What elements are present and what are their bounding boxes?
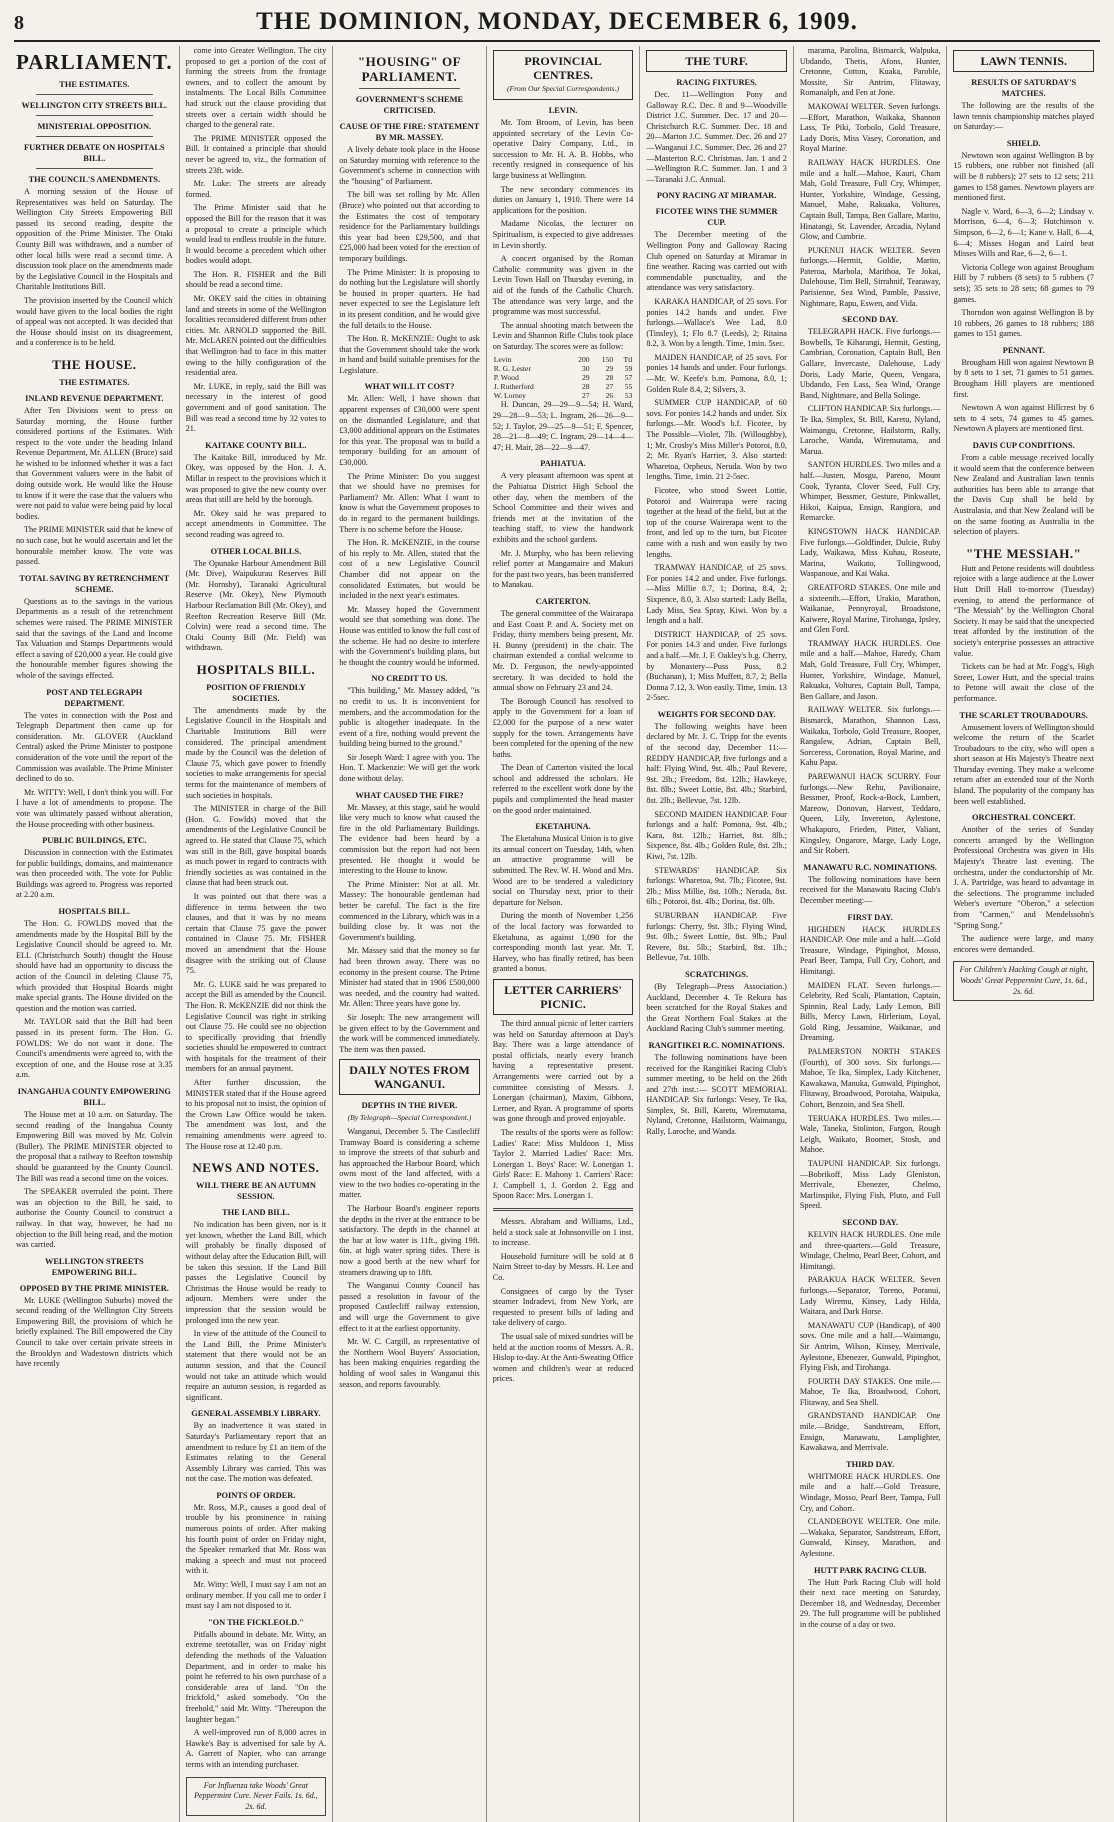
subhead: THE COUNCIL'S AMENDMENTS.: [28, 175, 161, 184]
table-cell: R. G. Lester: [493, 364, 531, 374]
paragraph: Mr. WITTY: Well, I don't think you will. For I have a lot of amendments to propose. The vote was ultimately passed without alteration, the House proceeding with other business.: [16, 787, 173, 829]
paragraph: TERUAKA HURDLES. Two miles.—Wale, Taneka, Stolinton, Fargon, Rough Leigh, Waikato, Boomer, Stosh, and Mahoe.: [799, 1113, 941, 1155]
paragraph: A lively debate took place in the House on Saturday morning with reference to the Government's scheme in connection with the "housing" of Parliament.: [339, 145, 480, 186]
column-2: [179, 46, 333, 1822]
paragraph: The Hutt Park Racing Club will hold their next race meeting on Saturday, December 18, and Wednesday, December 29. The full programme will be published in the course of a day or two.: [799, 1577, 941, 1629]
paragraph: Hutt and Petone residents will doubtless rejoice with a large audience at the Lower Hutt Drill Hall to-morrow (Tuesday) evening, to attend the performance of "The Messiah" by the Wellington Choral Society. It may be said that the unexpected treat afforded by the institution of the society's enterprise possesses an attractive value.: [953, 563, 1094, 658]
masthead: [14, 8, 1100, 42]
divider: [36, 168, 153, 169]
paragraph: The PRIME MINISTER opposed the Bill. It contained a principle that should never be agreed to, viz., the formation of streets 23ft. wide.: [185, 133, 327, 175]
paragraph: The Opunake Harbour Amendment Bill (Mr. Dive), Waipukurau Reserves Bill (Mr. Hornsby), Taranaki Agricultural Reserve (Mr. Okey), New Plymouth Harbour Reclamation Bill (Mr. Okey), and Reefton Recreation Reserve Bill (Mr. Colvin) were read a second time. The Otaki County Bill (Mr. Field) was withdrawn.: [185, 558, 327, 653]
table-row: [493, 382, 634, 391]
subhead: FICOTEE WINS THE SUMMER CUP.: [655, 207, 778, 228]
subhead: CAUSE OF THE FIRE: STATEMENT BY MR. MASSEY.: [339, 122, 480, 142]
paragraph: The Dean of Carterton visited the local school and addressed the scholars. He referred to the excellent work done by the pupils and complimented the head master on the good order maintained.: [492, 763, 634, 815]
advertisement: For Children's Hacking Cough at night, Woods' Great Peppermint Cure, 1s. 6d., 2s. 6d.: [953, 961, 1094, 1001]
table-cell: 28: [605, 373, 614, 383]
subhead: SHIELD.: [1006, 138, 1041, 148]
paragraph: The Hon. R. McKENZIE, in the course of his reply to Mr. Allen, stated that the cost of a new Legislative Council Chamber did not appear on the consolidated Estimates, but would be included in the next year's estimates.: [339, 538, 480, 601]
subhead: POSITION OF FRIENDLY SOCIETIES.: [206, 682, 306, 703]
paragraph: Wanganui, December 5. The Castlecliff Tramway Board is considering a scheme to improve the streets of that suburb and has approached the Harbour Board, which owns most of the land affected, with a view to the two bodies co-operating in the matter.: [339, 1126, 480, 1200]
paragraph: Mr. G. LUKE said he was prepared to accept the Bill as amended by the Council. The Hon. R. McKENZIE did not think the Legislative Council was right in striking out Clause 75. He could see no objection to specifically providing that friendly societies should be empowered to contract with hospitals for the treatment of their members for an annual payment.: [185, 979, 327, 1074]
subhead: WELLINGTON STREETS EMPOWERING BILL.: [44, 1256, 144, 1277]
table-cell: 200: [578, 355, 590, 365]
paragraph: Mr. LUKE (Wellington Suburbs) moved the second reading of the Wellington City Streets Empowering Bill, the provisions of which he briefly explained. The Bill empowered the City Council to take over certain private streets in the Brooklyn and Wadestown districts which have recently: [16, 1295, 173, 1369]
paragraph: SUBURBAN HANDICAP. Five furlongs: Cherry, 9st. 3lb.; Flying Wind, 9st. 0lb.; Sweet Lottie, 8st. 9lb.; Paul Revere, 8st. 5lb.; Starbird, 8st. 1lb.; Bellevue, 7st. 10lb.: [646, 910, 787, 963]
table-row: [493, 355, 634, 364]
boxed-heading: LAWN TENNIS.: [953, 50, 1094, 72]
paragraph: The following nominations have been received for the Rangitikei Racing Club's summer meeting, to be held on the 26th and 27th inst.:— SCOTT MEMORIAL HANDICAP. Six furlongs: Vesey, Te Ika, Simplex, St. Bill, Karetu, Wiremutama, Nyland, Cretonne, Hailstorm, Waimangu, Rally, Laroche, and Wanda.: [646, 1052, 787, 1137]
paragraph: PAREWANUI HACK SCURRY. Four furlongs.—New Rehu, Pavilionaire, Bessmer, Proof, Rock-a-Bock, Lambert, Mareow, Donovan, Harvest, Teddaro, Queen, Lily, Invereton, Aylestone, Whakapuro, Frieden, Pitter, Valiant, Kingsley, Ongarore, Marge, Lady Loge, and Sir Robert.: [799, 772, 941, 856]
paragraph: Mr. LUKE, in reply, said the Bill was necessary in the interest of good government and of good sanitation. The Bill was read a second time by 32 votes to 21.: [185, 381, 327, 434]
table-row: [493, 364, 634, 373]
column-1: [14, 46, 179, 1822]
table-cell: 28: [581, 382, 590, 392]
paragraph: DISTRICT HANDICAP, of 25 sovs. For ponies 14.3 and under. Five furlongs and a half.—Mr. J. F. Oakley's b.g. Cherry, by Monastery—Puss Puss, 8.2 (Buchanan), 1; Miss Muffett, 8.7, 2; Bella Donna 7.12, 3. Won easily. Time, 1min. 13 2-5sec.: [646, 629, 787, 703]
paragraph: CLANDEBOYE WELTER. One mile.—Wakaka, Separator, Sandstream, Effort, Gunwald, Kinsey, Marathon, and Aylestone.: [799, 1517, 941, 1558]
column-3: [332, 46, 486, 1822]
paragraph: The December meeting of the Wellington Pony and Galloway Racing Club opened on Saturday at Miramar in fine weather. Racing was carried out with commendable punctuality, and the attendance was very satisfactory.: [646, 230, 787, 293]
divider: [36, 94, 153, 95]
paragraph: Brougham Hill won against Newtown B by 8 sets to 1 set, 71 games to 51 games. Brougham Hill players are mentioned first.: [953, 357, 1094, 399]
paragraph: Mr. Massey said that the money so far had been thrown away. There was no economy in the present course. The Prime Minister had stated that in 1906 £500,000 was needed, and the country had waited. Mr. Allen: Three years have gone by.: [339, 946, 480, 1009]
subhead: NO CREDIT TO US.: [371, 674, 448, 684]
paragraph: The Wanganui County Council has passed a resolution in favour of the proposed Castlecliff railway extension, and will urge the Government to give effect to it at the earliest opportunity.: [339, 1281, 480, 1333]
subhead: "ON THE FICKLEOLD.": [207, 1617, 304, 1627]
paragraph: The MINISTER in charge of the Bill (Hon. G. Fowlds) moved that the amendments of the Legislative Council be agreed to. He stated that Clause 75, which was still in the Bill, gave hospital boards as much power in regard to contracts with friendly societies as was contained in the clause that had been struck out.: [185, 804, 327, 888]
subhead: PUBLIC BUILDINGS, ETC.: [42, 836, 147, 846]
subhead: THE ESTIMATES.: [59, 80, 130, 89]
subhead: FIRST DAY.: [847, 912, 893, 922]
paragraph: The provision inserted by the Council which would have given to the local bodies the right of appeal was not accepted. It was decided that the House should insist on its disagreement, and a conference is to be held.: [16, 295, 173, 348]
subhead: INLAND REVENUE DEPARTMENT.: [25, 393, 164, 403]
subhead: HOSPITALS BILL.: [58, 907, 131, 917]
paragraph: A morning session of the House of Representatives was held on Saturday. The Wellington City Streets Empowering Bill passed its second reading, despite the opposition of the Prime Minister. The Otaki County Bill was withdrawn, and a number of other local bills were read a second time. A discussion took place on the amendments made by the Legislative Council in the Hospitals and Charitable Institutions Bill.: [16, 187, 173, 292]
paragraph: During the month of November 1,256 of the local factory was forwarded to Eketahuna, as against 1,090 for the corresponding month last year. Mr. T. Harvey, who has finally retired, has been granted a bonus.: [492, 911, 634, 974]
subhead: POST AND TELEGRAPH DEPARTMENT.: [46, 687, 143, 708]
paragraph: The votes in connection with the Post and Telegraph Department then came up for consideration. Mr. GLOVER (Auckland Central) asked the Prime Minister to postpone consideration of the vote until the report of the Commission was available. The Prime Minister declined to do so.: [16, 710, 173, 784]
subhead: GOVERNMENT'S SCHEME CRITICISED.: [355, 95, 464, 115]
advertisement: For Influenza take Woods' Great Peppermint Cure. Never Fails. 1s. 6d., 2s. 6d.: [186, 1777, 327, 1817]
paragraph: The amendments made by the Legislative Council in the Hospitals and Charitable Institutions Bill were considered. The principal amendment made by the Council was the deletion of Clause 75, which gave power to friendly societies to make arrangements for special terms for the maintenance of members of such societies in hospitals.: [185, 705, 327, 800]
paragraph: Mr. Luke: The streets are already formed.: [185, 179, 327, 199]
paragraph: The third annual picnic of letter carriers was held on Saturday afternoon at Day's Bay. There was a large attendance of postal officials, nearly every branch having a representative present. Arrangements were carried out by a committee consisting of Messrs. J. Lonergan (chairman), Maxim, Gibbons, Lerner, and Ryan. A programme of sports was gone through and proved enjoyable.: [492, 1018, 634, 1124]
paragraph: Mr. Okey said he was prepared to accept amendments in Committee. The second reading was agreed to.: [185, 508, 327, 539]
paragraph: After further discussion, the MINISTER stated that if the House agreed to his proposal not to insist, the opinion of the Crown Law Office would be taken. The amendment was lost, and the remaining amendments were agreed to. The House rose at 12.40 p.m.: [185, 1078, 327, 1151]
subhead: OPPOSED BY THE PRIME MINISTER.: [19, 1283, 169, 1293]
table-cell: 53: [624, 391, 633, 401]
section-heading: "THE MESSIAH.": [966, 545, 1082, 561]
boxed-heading: DAILY NOTES FROM WANGANUI.: [339, 1059, 480, 1095]
subhead: RANGITIKEI R.C. NOMINATIONS.: [648, 1040, 785, 1050]
paragraph: MAKOWAI WELTER. Seven furlongs.—Effort, Marathon, Waikaka, Shannon Lass, Te Piki, Torbolo, Gold Treasure, Lady Doris, Miss Vasey, Coronation, and Royal Marine.: [799, 101, 941, 154]
subhead: INANGAHUA COUNTY EMPOWERING BILL.: [17, 1086, 171, 1107]
paragraph: The usual sale of mixed sundries will be held at the auction rooms of Messrs. A. R. Hislop to-day. At the Anti-Sweating Office women and children's wear at reduced prices.: [492, 1332, 634, 1384]
subhead: WHAT CAUSED THE FIRE?: [355, 790, 464, 800]
subhead: TOTAL SAVING BY RETRENCHMENT SCHEME.: [19, 573, 170, 594]
subhead: MANAWATU R.C. NOMINATIONS.: [803, 862, 937, 872]
paragraph: Amusement lovers of Wellington should welcome the return of the Scarlet Troubadours to the city, who will open a short season at His Majesty's Theatre next Thursday evening. They make a welcome return after an extended tour of the North Island. The popularity of the company has been well established.: [953, 722, 1094, 806]
paragraph: Victoria College won against Brougham Hill by 7 rubbers (8 sets) to 5 rubbers (7 sets); 35 sets to 28 sets; 68 games to 79 games.: [953, 262, 1094, 304]
paragraph: The Kaitake Bill, introduced by Mr. Okey, was opposed by the Hon. J. A. Millar in respect to the provisions which it was proposed to give the new county over areas that still are held by the borough.: [185, 452, 327, 505]
table-cell: 55: [624, 382, 633, 392]
section-heading: THE HOUSE.: [52, 356, 137, 372]
paragraph: Mr. J. Murphy, who has been relieving relief porter at Mangamaire and Makuri for the past two years, has been transferred to Manakau.: [492, 548, 634, 590]
subhead: GENERAL ASSEMBLY LIBRARY.: [191, 1409, 321, 1419]
paragraph: The results of the sports were as follow: Ladies' Race: Miss Muldoon 1, Miss Taylor 2. Married Ladies' Race: Mrs. Lonergan 1. Boys' Race: W. Lonergan 1. Girls' Race: E. Mahony 1. Carriers' Race: J. Campbell 1, J. Gordon 2. Egg and Spoon Race: Mrs. Lonergan 1.: [492, 1127, 634, 1201]
table-cell: 57: [624, 373, 633, 383]
paragraph: KELVIN HACK HURDLES. One mile and three-quarters.—Gold Treasure, Windage, Chelmo, Pearl Beer, Cohort, and Himitangi.: [799, 1229, 941, 1271]
subhead: MINISTERIAL OPPOSITION.: [37, 122, 152, 131]
subhead: WEIGHTS FOR SECOND DAY.: [657, 709, 776, 719]
paragraph: RAILWAY WELTER. Six furlongs.—Bismarck, Marathon, Shannon Lass, Waikaka, Torbolo, Gold Treasure, Rooper, Rangalew, Adrian, Captain Bell, Sorceress, Coronation, Royal Marine, and Kahu Papa.: [799, 705, 941, 768]
paragraph: Mr. Massey, at this stage, said he would like very much to know what caused the fire in the old Parliamentary Buildings. The evidence had been heard by a commission but the report had not been presented. He thought it would be interesting to the House to know.: [339, 802, 480, 876]
paragraph: marama, Parolina, Bismarck, Walpuka, Ubdando, Thetis, Afons, Hunter, Cretonne, Cotton, Kuaka, Paroble, Mossite, Sir Antrim, Flitaway, Romanalph, and Fen at Jone.: [799, 46, 941, 98]
paragraph: No indication has been given, nor is it yet known, whether the Land Bill, which will probably be finally disposed of without delay after the Education Bill, will be taken this session. If the Land Bill passes the Legislative Council by Christmas the House would be ready to adjourn. Members were under the impression that the session would be prolonged into the new year.: [185, 1220, 327, 1325]
paragraph: The general committee of the Wairarapa and East Coast P. and A. Society met on Friday, thirty members being present, Mr. H. Bunny (president) in the chair. The chairman extended a cordial welcome to Mr. D. Ferguson, the newly-appointed secretary. It was decided to hold the annual show on February 23 and 24.: [492, 608, 634, 693]
paragraph: The Harbour Board's engineer reports the depths in the river at the entrance to be satisfactory. The depth in the channel at the bar at low water is 11ft., giving 19ft. 6in. at high water spring tides. There is now a good berth at the new wharf for steamers drawing up to 18ft.: [339, 1204, 480, 1277]
paragraph: The bill was set rolling by Mr. Allen (Bruce) who pointed out that according to the Estimates the cost of temporary residence for the Parliamentary buildings this year had been £29,500, and that £25,000 had been voted for the erection of temporary buildings.: [339, 190, 480, 263]
paragraph: Dec. 11—Wellington Pony and Galloway R.C. Dec. 8 and 9—Woodville District J.C. Summer. Dec. 17 and 20—Christchurch R.C. Summer. Dec. 18 and 20—Marton J.C. Summer. Dec. 26 and 27—Wanganui J.C. Summer. Dec. 26 and 27—Masterton R.C. Christmas. Jan. 1 and 2—Wellington R.C. Summer. Jan. 1 and 3—Taranaki J.C. Annual.: [646, 90, 787, 184]
paragraph: Sir Joseph Ward: I agree with you. The Hon. T. Mackenzie: We will get the work done without delay.: [339, 752, 480, 784]
paragraph: TRAMWAY HANDICAP, of 25 sovs. For ponies 14.2 and under. Five furlongs.—Miss Millie 8.7, 1; Dorina, 8.4, 2; Sixpence, 8.0, 3. Also started: Lady Bella, Lady Miss, Sea Spray, Kiwi. Won by a length and a half.: [646, 563, 787, 626]
paragraph: The new secondary commences its duties on January 1, 1910. There were 14 applications for the position.: [492, 184, 634, 215]
paragraph: The Hon. G. FOWLDS moved that the amendments made by the Hospital Bill by the Legislative Council should be agreed to. Mr. ELL (Christchurch South) thought the House should have had an opportunity to discuss the action of the Council in deleting Clause 75, which provided that Hospital Boards might make special grants. The House divided on the question and the motion was carried.: [16, 919, 173, 1013]
paragraph: GREATFORD STAKES. One mile and a sixteenth.—Effort, Urakio, Marathon, Waikanae, Pennyroyal, Broadstone, Kaiwere, Royal Marine, Tirohanga, Ipsley, and Glen Ford.: [799, 582, 941, 635]
paragraph: From a cable message received locally it would seem that the conference between New Zealand and Australian lawn tennis authorities has been able to arrange that the Davis Cup shall be held by Australasia, and that New Zealand will be on the same footing as Australia in the selection of players.: [953, 453, 1094, 537]
paragraph: The audience were large, and many encores were demanded.: [953, 934, 1094, 954]
paragraph: SUMMER CUP HANDICAP, of 60 sovs. For ponies 14.2 hands and under. Six furlongs.—Mr. Wood's b.f. Ficotee, by The Possible—Violet, 7lb. (Willoughby), 1; Mr. Crosby's Miss Miller's Potoroi, 8.0, 2; Mr. Ryan's Harrier, 3. Also started: Wharetoa, Orpheus, Neruda. Won by two lengths. Time, 1min. 21 2-5sec.: [646, 398, 787, 482]
paragraph: Sir Joseph: The new arrangement will be given effect to by the Government and the work will be commenced immediately. The item was then passed.: [339, 1012, 480, 1054]
paragraph: A concert organised by the Roman Catholic community was given in the Levin Town Hall on Thursday evening, in aid of the funds of the Catholic Church. The attendance was very large, and the programme was most successful.: [492, 254, 634, 317]
paragraph: A very pleasant afternoon was spent at the Pahiatua District High School the other day, when the members of the School Committee and their wives and friends met at the invitation of the teaching staff, to view the handwork exhibits and the school gardens.: [492, 471, 634, 544]
table-cell: Levin: [493, 355, 512, 365]
paragraph: come into Greater Wellington. The city proposed to get a portion of the cost of forming the streets from the frontage owners, and to collect the amount by instalments. The Local Bills Committee had struck out the clause providing that streets over a certain width should be charged to the general rate.: [185, 46, 327, 130]
paragraph: Another of the series of Sunday concerts arranged by the Wellington Professional Orchestra was given in His Majesty's Theatre last evening. The orchestra, under the conductorship of Mr. J. A. Partridge, was heard to advantage in the selections. The programme included Weber's overture "Oberon," a selection from "Carmen," and Mendelssohn's "Spring Song.": [953, 825, 1094, 930]
paragraph: Mr. W. C. Cargill, as representative of the Northern Wool Buyers' Association, has been making enquiries regarding the holding of wool sales in Wanganui this season, and reports favourably.: [339, 1337, 480, 1389]
paragraph: GRANDSTAND HANDICAP. One mile.—Bridge, Sandstream, Effort, Ensign, Manawatu, Lamplighter, Kawakawa, and Merrivale.: [799, 1411, 941, 1453]
section-heading: HOSPITALS BILL.: [196, 661, 316, 677]
subhead: PONY RACING AT MIRAMAR.: [656, 191, 777, 201]
divider: [36, 136, 153, 137]
paragraph: The Eketahuna Musical Union is to give its annual concert on Tuesday, 14th, when an attractive programme will be submitted. The Rev. W. H. Wood and Mrs. Wood are to be tendered a valedictory social on Thursday next, prior to their departure for Nelson.: [492, 834, 634, 907]
table-cell: P. Wood: [493, 373, 519, 383]
subhead: EKETAHUNA.: [535, 822, 591, 832]
paragraph: Household furniture will be sold at 8 Nairn Street to-day by Messrs. H. Lee and Co.: [492, 1251, 634, 1283]
table-row: [493, 391, 634, 400]
paragraph: By an inadvertence it was stated in Saturday's Parliamentary report that an amendment to reduce by £1 an item of the Estimates relating to the General Assembly Library was carried. This was not the case. The motion was defeated.: [185, 1421, 327, 1484]
subhead: THE SCARLET TROUBADOURS.: [959, 710, 1088, 720]
subhead: POINTS OF ORDER.: [216, 1490, 296, 1500]
paragraph: Mr. OKEY said the cities in obtaining land and streets in some of the Wellington localities reconsidered different from other cities. Mr. ARNOLD supported the Bill. Mr. McLAREN pointed out the difficulties that Wellington had to face in this matter owing to the hilly configuration of the residential area.: [185, 294, 327, 378]
table-cell: 27: [581, 391, 590, 401]
paragraph: The following weights have been declared by Mr. J. C. Tripp for the events of the second day, December 11:— REDDY HANDICAP, five furlongs and a half: Flying Wind, 9st. 4lb.; Paul Revere, 9st. 2lb.; Freedom, 8st. 12lb.; Hawkeye, 8st. 8lb.; Sweet Lottie, 8st. 4lb.; Starbird, 8st. 2lb.; Bellevue, 7st. 12lb.: [646, 721, 787, 806]
score-table: [493, 355, 634, 400]
paragraph: CLIFTON HANDICAP. Six furlongs.—Te Ika, Simplex, St. Bill, Karetu, Nyland, Waimangu, Cretonne, Hailstorm, Rally, Laroche, Wanda, Wiremutama, and Marua.: [799, 404, 941, 456]
paragraph: The annual shooting match between the Levin and Shannon Rifle Clubs took place on Saturday. The scores were as follow:: [492, 320, 634, 351]
paragraph: The House met at 10 a.m. on Saturday. The second reading of the Inangahua County Empowering Bill was moved by Mr. Colvin (Buller). The PRIME MINISTER objected to the proposal that a railway to Reefton township should be guaranteed by the County Council. The Bill was read a second time on the voices.: [16, 1109, 173, 1183]
paragraph: RAILWAY HACK HURDLES. One mile and a half.—Mahoe, Kauri, Cham Mah, Gold Treasure, Full Cry, Whimper, Hunter, Yorkshire, Windage, Gessing, Manuel, Mahe, Rakuaka, Voltures, Captain Bull, Tampa, Ben Gallare, Marito, Hinatangi, St. Lavender, Arcadia, Nyland Glow, and Cumbrie.: [799, 157, 941, 242]
byline: (From Our Special Correspondents.): [506, 84, 620, 93]
parliament-heading: PARLIAMENT.: [16, 50, 173, 74]
paragraph: Madame Nicolas, the lecturer on Spiritualism, is expected to give addresses in Levin shortly.: [492, 219, 634, 250]
subhead: RACING FIXTURES.: [676, 78, 757, 87]
column-4: [486, 46, 640, 1822]
paragraph: Discussion in connection with the Estimates for public buildings, domains, and maintenance was then proceeded with. The vote for Public Buildings was agreed to. Progress was reported at 2.20 a.m.: [16, 848, 173, 900]
paragraph: WHITMORE HACK HURDLES. One mile and a half.—Gold Treasure, Windage, Mosso, Pearl Beer, Tampa, Full Cry, and Cohort.: [799, 1471, 941, 1513]
paragraph: The SPEAKER overruled the point. There was an objection to the Bill, he said, to authorise the County Council to construct a railway. In that way, however, he had no objection to the Bill being read, and the motion was carried.: [16, 1187, 173, 1250]
subhead: WILL THERE BE AN AUTUMN SESSION.: [195, 1181, 316, 1202]
paragraph: Mr. Massey hoped the Government would see that something was done. The House was entitled to know the full cost of the scheme. He had no desire to interfere with the Government's building plans, but he thought the country would be informed.: [339, 604, 480, 667]
paragraph: Pitfalls abound in debate. Mr. Witty, an extreme teetotaller, was on Friday night defending the methods of the Valuation Department, and in order to make his point he referred to his own purchase of a considerable area of land. "On the frickfold," asked somebody. "On the freehold," said Mr. Witty. "Thereupon the laughter began.": [185, 1629, 327, 1724]
table-cell: 150: [601, 355, 614, 365]
paragraph: The Prime Minister: Do you suggest that we should have no premises for Parliament? Mr. Allen: What I want to know is what the Government proposes to do in regard to the permanent buildings. There is no scheme before the House.: [339, 471, 480, 534]
paragraph: Questions as to the savings in the various Departments as a result of the retrenchment schemes were raised. The PRIME MINISTER said that the savings of the Land and Income Tax Valuation and Stamps Departments would effect a saving of £20,000 a year. He could give the honourable member figures showing the whole of the savings effected.: [16, 596, 173, 680]
paragraph: Newtown A won against Hillcrest by 6 sets to 4 sets, 74 games to 45 games. Newtown A players are mentioned first.: [953, 403, 1094, 434]
subhead: FURTHER DEBATE ON HOSPITALS BILL.: [24, 143, 165, 163]
subhead: LEVIN.: [548, 106, 578, 115]
paragraph: A well-improved run of 8,000 acres in Hawke's Bay is advertised for sale by A. A. Garrett of Napier, who can arrange terms with an intending purchaser.: [185, 1728, 327, 1769]
boxed-heading: [493, 50, 634, 100]
paragraph: The Borough Council has resolved to apply to the Government for a loan of £2,000 for the purpose of a new water supply for the town. Arrangements have been completed for the opening of the new baths.: [492, 696, 634, 759]
divider: [493, 1208, 634, 1211]
byline: (By Telegraph—Special Correspondent.): [347, 1113, 472, 1123]
subhead: OTHER LOCAL BILLS.: [210, 546, 302, 556]
paragraph: KARAKA HANDICAP, of 25 sovs. For ponies 14.2 hands and under. Five furlongs.—Wallace's Wee Lad, 8.0 (Tinsley), 1; Flo 8.7 (Leeds), 2; Ritaina 8.2, 3. Won by a length. Time, 1min. 5sec.: [646, 296, 787, 349]
paragraph: SANTON HURDLES. Two miles and a half.—Justen, Mosgu, Pareno, Mount Cook, Tyranta, Clover Seed, Full Cry, Whimper, Bessmer, Gesture, Pinkwallet, Hikoi, Kaipua, Ensign, Rangiora, and Remarcke.: [799, 460, 941, 523]
paragraph: The Prime Minister: It is proposing to do nothing but the Legislature will shortly be housed in proper quarters. He had never expected to see the Legislature left in its present condition, and he would give the full details to the House.: [339, 267, 480, 330]
subhead: THIRD DAY.: [846, 1459, 895, 1469]
subhead: CARTERTON.: [535, 596, 591, 606]
subhead: HUTT PARK RACING CLUB.: [814, 1565, 927, 1575]
table-cell: 30: [581, 364, 590, 374]
paragraph: HIGHDEN HACK HURDLES HANDICAP. One mile and a half.—Gold Treasure, Windage, Pipinghot, Mosso, Pearl Beer, Tampa, Full Cry, Cohort, and Himitangi.: [799, 924, 941, 976]
paragraph: KINGSTOWN HACK HANDICAP. Five furlongs.—Goldfinder, Dulcie, Ruby Lady, Waikawa, Miss Kuhau, Roseate, Marina, Waikato, Tollingwood, Waspanoue, and Kai Waka.: [799, 526, 941, 579]
subhead: SECOND DAY.: [842, 1217, 898, 1227]
paragraph: Newtown won against Wellington B by 15 rubbers, one rubber not finished (all will be 8 rubbers); 27 sets to 12 sets; 211 games to 158 games. Newtown players are mentioned first.: [953, 150, 1094, 203]
subhead: WHAT WILL IT COST?: [364, 382, 455, 392]
paragraph: TRAMWAY HACK HURDLES. One mile and a half.—Mahoe, Haredy, Cham Mah, Gold Treasure, Full Cry, Whimper, Hunter, Yorkshire, Windage, Manuel, Rakuaka, Voltures, Captain Bull, Tampa, Ben Gallare, and Jason.: [799, 638, 941, 701]
subhead: ORCHESTRAL CONCERT.: [972, 813, 1076, 823]
paragraph: PARAKUA HACK WELTER. Seven furlongs.—Separator, Toreno, Poranui, Lady Wiremu, Kinsey, Lady Hilda, Waitara, and Dark Horse.: [799, 1275, 941, 1317]
paragraph: TELEGRAPH HACK. Five furlongs.—Bowbells, Te Kiharangi, Hermit, Gesting, Cambrian, Coronation, Captain Bull, Ben Gallare, Invercaste, Dalehouse, Lady Doris, Lady Marie, Queen, Vengara, Ubdando, Fen Lass, Sea Wind, Orange Band, Nightmare, and Bella Solinge.: [799, 327, 941, 400]
subhead: SECOND DAY.: [842, 315, 898, 325]
columns: [14, 46, 1100, 1811]
newspaper-title: THE DOMINION, MONDAY, DECEMBER 6, 1909.: [256, 8, 858, 35]
paragraph: Thorndon won against Wellington B by 10 rubbers, 26 games to 18 rubbers; 188 games to 151 games.: [953, 308, 1094, 339]
paragraph: Mr. Allen: Well, I have shown that apparent expenses of £30,000 were spent on the dismantled Legislature, and that £3,000 additional appears on the Estimates for this year. The proposal was to build a temporary building for an amount of £30,000.: [339, 394, 480, 468]
subhead: RESULTS OF SATURDAY'S MATCHES.: [971, 78, 1077, 98]
page-number: 8: [14, 12, 24, 34]
divider: [359, 88, 460, 89]
paragraph: Tickets can be had at Mr. Fogg's, High Street, Lower Hutt, and the special trains to Petone will await the close of the performance.: [953, 662, 1094, 703]
boxed-heading: THE TURF.: [646, 50, 787, 72]
paragraph: MAIDEN HANDICAP, of 25 sovs. For ponies 14 hands and under. Four furlongs.—Mr. W. Keefe's b.m. Pomona, 8.0, 1; Golden Rule 8.4, 2; Silvers, 3.: [646, 352, 787, 394]
table-cell: J. Rutherford: [493, 382, 534, 392]
paragraph: MAIDEN FLAT. Seven furlongs.—Celebrity, Red Scali, Plantation, Captain, Spinnin, Real Lady, Lady Lemon, Bill Bills, Mercy Lawn, Hirlerium, Loyal, Gold Ring, Jessamine, Waikanae, and Dreaming.: [799, 980, 941, 1043]
divider: [36, 115, 153, 116]
table-cell: W. Lorney: [493, 391, 526, 401]
paragraph: The following nominations have been received for the Manawatu Racing Club's December meeting:—: [799, 874, 941, 905]
subhead: PENNANT.: [1002, 345, 1045, 355]
paragraph: After Ten Divisions went to press on Saturday morning, the House further considered portions of the Estimates. With respect to the vote under the heading Inland Revenue Department, Mr. ALLEN (Bruce) said he wished to be informed whether it was a fact that Government valuers were in the habit of doing outside work. He would like the House to know if it were the case that the valuers who were not paid to value were being paid by local bodies.: [16, 405, 173, 521]
column-5: [639, 46, 793, 1822]
subhead: DAVIS CUP CONDITIONS.: [972, 441, 1075, 451]
paragraph: STEWARDS' HANDICAP. Six furlongs: Wharetoa, 9st. 7lb.; Ficotee, 9st. 2lb.; Miss Millie, 8st. 10lb.; Neruda, 8st. 6lb.; Potoroi, 8st. 4lb.; Dorina, 8st. 0lb.: [646, 865, 787, 907]
paragraph: The Prime Minister: Not at all. Mr. Massey: The honourable gentleman had better be careful. The fact is the fire commenced in the Library, which was in a building close by. It was not the Government's building.: [339, 879, 480, 942]
table-row: [493, 373, 634, 382]
boxed-heading: LETTER CARRIERS' PICNIC.: [493, 979, 634, 1015]
table-cell: 29: [581, 373, 590, 383]
paragraph: It was pointed out that there was a difference in terms between the two clauses, and that it was by no means certain that Clause 75 gave the power contained in Clause 75. Mr. FISHER moved an amendment that the House disagree with the striking out of Clause 75.: [185, 891, 327, 976]
paragraph: The following are the results of the lawn tennis championship matches played on Saturday:—: [953, 101, 1094, 132]
subhead: KAITAKE COUNTY BILL.: [205, 440, 307, 450]
paragraph: SECOND MAIDEN HANDICAP. Four furlongs and a half: Pomona, 9st. 4lb.; Kara, 8st. 12lb.; Harriet, 8st. 8lb.; Sixpence, 8st. 4lb.; Golden Rule, 8st. 2lb.; Kiwi, 7st. 12lb.: [646, 809, 787, 861]
table-cell: 26: [605, 391, 614, 401]
paragraph: Mr. Ross, M.P., causes a good deal of trouble by his prominence in raising numerous points of order. After making his fourth point of order on Friday night, the Speaker remarked that Mr. Ross was making a speech and must not proceed with it.: [185, 1502, 327, 1576]
paragraph: FOURTH DAY STAKES. One mile.—Mahoe, Te Ika, Broadwood, Cohort, Flitaway, and Sea Shell.: [799, 1376, 941, 1407]
subhead: THE LAND BILL.: [222, 1208, 290, 1218]
column-6: [793, 46, 947, 1822]
paragraph: In view of the attitude of the Council to the Land Bill, the Prime Minister's statement that there would not be an autumn session, and that the Council would not take an attitude which would require an autumn session, is regarded as significant.: [185, 1329, 327, 1402]
subhead: THE ESTIMATES.: [59, 377, 130, 387]
paragraph: Mr. TAYLOR said that the Bill had been passed in its present form. The Hon. G. FOWLDS: We do not want it done. The Council's amendments were agreed to, with the exception of one, and the House rose at 3.35 a.m.: [16, 1017, 173, 1080]
paragraph: Ficotee, who stood Sweet Lottie, Potoroi and Wairerapa were racing together at the head of the field, but at the top of the course Wairerapa went to the front, and led up to the turn, but Ficotee came with a rush and won easily by two lengths.: [646, 486, 787, 559]
paragraph: Nagle v. Ward, 6—3, 6—2; Lindsay v. Morrison, 6—4, 6—3; Hutchinson v. Simpson, 6—2, 6—1; Kane v. Hall, 6—4, 6—4; Misses Hogan and Laird beat Misses Wills and Rae, 6—2, 6—1.: [953, 206, 1094, 259]
subhead: WELLINGTON CITY STREETS BILL.: [21, 101, 168, 110]
paragraph: (By Telegraph—Press Association.) Auckland, December 4. Te Rekura has been scratched for the Royal Stakes and the Great Northern Foal Stakes at the Auckland Racing Club's summer meeting.: [646, 981, 787, 1034]
paragraph: The Hon. R. McKENZIE: Ought to ask that the Government should take the work in hand and build suitable premises for the Legislature.: [339, 334, 480, 375]
table-cell: Ttl: [623, 355, 633, 365]
subhead: PAHIATUA.: [540, 459, 586, 469]
paragraph: The PRIME MINISTER said that he knew of no such case, but he would ascertain and let the honourable member know. The vote was passed.: [16, 525, 173, 567]
section-heading: "HOUSING" OF PARLIAMENT.: [357, 54, 462, 84]
paragraph: The Hon. R. FISHER and the Bill should be read a second time.: [185, 269, 327, 290]
paragraph: PUKENUI HACK WELTER. Seven furlongs.—Hermit, Goldie, Marito, Pateroa, Marbola, Marithoa, Te Jokai, Dalehouse, Tim Bell, Sirrahnif, Tearaway, Parisienne, Sea Wind, Pamble, Passive, Nightmare, Rapu, Eswen, and Vida.: [799, 245, 941, 308]
paragraph: "This building," Mr. Massey added, "is no credit to us. It is inconvenient for members, and the accommodation for the public is altogether inadequate. In the event of a fire, nothing would prevent the building being burned to the ground.": [339, 686, 480, 749]
subhead: SCRATCHINGS.: [685, 969, 749, 979]
paragraph: MANAWATU CUP (Handicap), of 400 sovs. One mile and a half.—Waimangu, Sir Antrim, Wilson, Kinsey, Merrivale, Aylestone, Ebenezer, Gunwald, Pipinghot, Flying Fish, and Tirohanga.: [799, 1320, 941, 1373]
provincial-heading: PROVINCIAL CENTRES.: [524, 54, 602, 82]
table-cell: 59: [624, 364, 633, 374]
paragraph: The Prime Minister said that he opposed the Bill for the reason that it was a proposal to create a principle which would lead to endless trouble in the future. It would become a precedent which other bodies would adopt.: [185, 203, 327, 266]
paragraph: PALMERSTON NORTH STAKES (Fourth), of 300 sovs. Six furlongs.—Mahoe, Te Ika, Simplex, Lady Kitchener, Kawakawa, Manuka, Gunwald, Pipinghot, Flitaway, Broadwood, Porotaha, Waipuka, Cohort, Benzoin, and Sea Shell.: [799, 1047, 941, 1110]
paragraph: Mr. Tom Broom, of Levin, has been appointed secretary of the Levin Co-operative Dairy Company, Ltd., in succession to Mr. H. A. B. Hobbs, who recently resigned in consequence of his large business at Wellington.: [492, 118, 634, 180]
table-cell: 29: [605, 364, 614, 374]
subhead: DEPTHS IN THE RIVER.: [361, 1101, 458, 1111]
paragraph: Messrs. Abraham and Williams, Ltd., held a stock sale at Johnsonville on 1 inst. to increase.: [492, 1217, 634, 1248]
section-heading: NEWS AND NOTES.: [192, 1160, 320, 1176]
table-cell: 27: [605, 382, 614, 392]
paragraph: H. Duncan, 29—29—9—54; H. Ward, 29—28—9—53; L. Ingram, 26—26—9—52; J. Taylor, 29—25—9—51; F. Spencer, 28—21—8—49; C. Ingram, 29—14—4—47; H. Mair, 28—22—9—47.: [492, 400, 634, 452]
paragraph: TAUPUNI HANDICAP. Six furlongs.—Bobrikoff, Miss Lady Gleniston, Merrivale, Ebenezer, Chelmo, Marlinspike, Flying Fish, Pluto, and Full Speed.: [799, 1159, 941, 1211]
paragraph: Mr. Witty: Well, I must say I am not an ordinary member. If you call me to order I must say I am not disposed to it.: [185, 1580, 327, 1611]
paragraph: Consignees of cargo by the Tyser steamer Indradevi, from New York, are requested to present bills of lading and take delivery of cargo.: [492, 1286, 634, 1328]
column-7: [946, 46, 1100, 1822]
